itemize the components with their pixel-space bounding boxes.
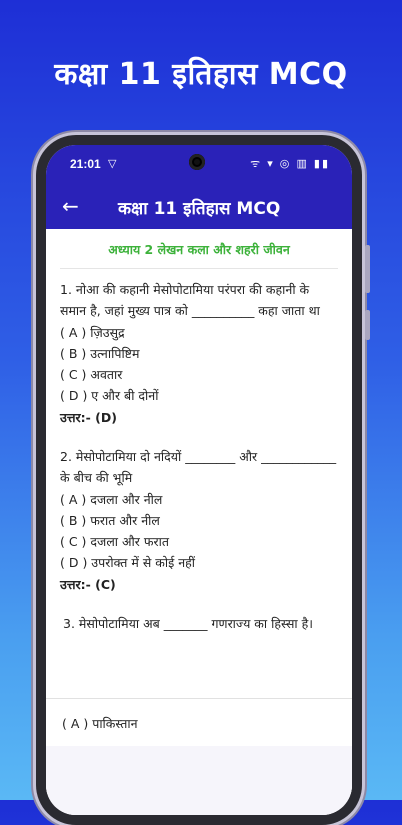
option-d[interactable]: ( D ) उपरोक्त में से कोई नहीं xyxy=(60,555,196,570)
option-c[interactable]: ( C ) दजला और फरात xyxy=(60,534,169,549)
answer: उत्तर:- (D) xyxy=(60,410,117,425)
question-text: 2. मेसोपोटामिया दो नदियों ________ और ____________ के बीच की भूमि xyxy=(60,449,337,485)
status-time: 21:01 xyxy=(70,157,101,171)
app-bar xyxy=(46,183,352,229)
volume-button xyxy=(365,245,370,293)
option-c[interactable]: ( C ) अवतार xyxy=(60,367,123,382)
power-button xyxy=(365,310,370,340)
content xyxy=(46,229,352,634)
answer: उत्तर:- (C) xyxy=(60,577,116,592)
option-a[interactable]: ( A ) ज़िउसुद्र xyxy=(60,325,125,340)
option-b[interactable]: ( B ) उत्नापिष्टिम xyxy=(60,346,140,361)
phone-frame xyxy=(36,135,362,825)
question-1 xyxy=(60,279,338,428)
question-2 xyxy=(60,446,338,595)
promo-title: कक्षा 11 इतिहास MCQ xyxy=(54,57,348,92)
option-a[interactable]: ( A ) पाकिस्तान xyxy=(62,716,138,731)
app-title: कक्षा 11 इतिहास MCQ xyxy=(118,199,281,219)
camera-icon xyxy=(189,154,205,170)
shield-icon: ▽ xyxy=(108,158,117,170)
question-3 xyxy=(60,613,338,634)
question-text: 1. नोआ की कहानी मेसोपोटामिया परंपरा की कहानी के समान है, जहां मुख्य पात्र को __________ कहा जाता था xyxy=(60,282,320,318)
status-bar xyxy=(46,145,352,183)
bottom-option-panel xyxy=(46,698,352,815)
option-b[interactable]: ( B ) फरात और नील xyxy=(60,513,160,528)
status-icons: ᯤ ▾ ◎ ▥ ▮▮ xyxy=(250,158,330,170)
back-arrow-icon[interactable]: ← xyxy=(62,194,79,218)
option-d[interactable]: ( D ) ए और बी दोनों xyxy=(60,388,159,403)
option-a[interactable]: ( A ) दजला और नील xyxy=(60,492,163,507)
bottom-shade xyxy=(46,746,352,815)
screen xyxy=(46,145,352,815)
question-text: 3. मेसोपोटामिया अब _______ गणराज्य का हिस्सा है। xyxy=(63,616,314,631)
chapter-heading: अध्याय 2 लेखन कला और शहरी जीवन xyxy=(60,229,338,269)
